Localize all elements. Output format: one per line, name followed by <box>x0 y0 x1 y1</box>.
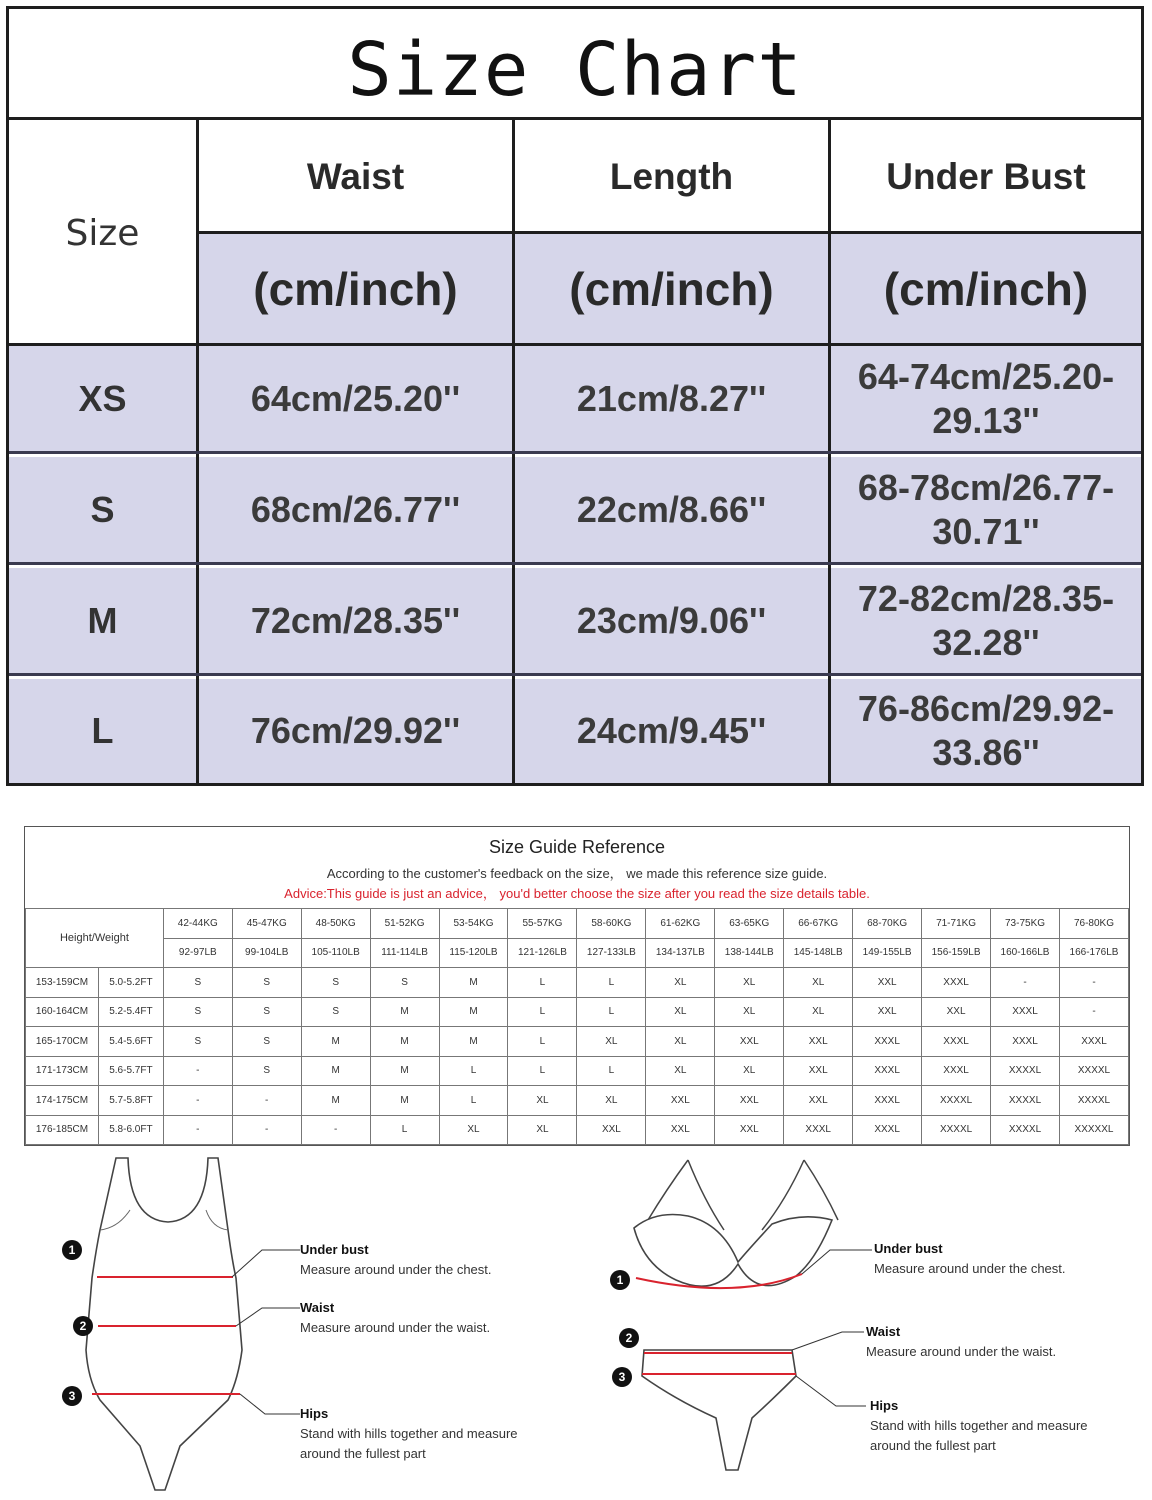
size-cell: XXL <box>853 968 922 998</box>
size-cell: L <box>508 1056 577 1086</box>
size-cell: XL <box>784 997 853 1027</box>
size-cell: S <box>370 968 439 998</box>
marker-2-icon: 2 <box>73 1316 93 1336</box>
size-cell: XXL <box>715 1027 784 1057</box>
marker-1-icon: 1 <box>610 1270 630 1290</box>
weight-lb-header: 121-126LB <box>508 938 577 968</box>
weight-lb-header: 138-144LB <box>715 938 784 968</box>
weight-kg-header: 68-70KG <box>853 909 922 939</box>
under-bust-l-line2: 33.86'' <box>932 732 1040 773</box>
size-cell: - <box>1059 997 1128 1027</box>
length-xs: 21cm/8.27'' <box>515 346 828 451</box>
size-cell: S <box>232 1027 301 1057</box>
size-cell: - <box>163 1086 232 1116</box>
size-cell: M <box>301 1086 370 1116</box>
size-cell: XXL <box>853 997 922 1027</box>
size-cell: XL <box>508 1115 577 1145</box>
size-cell: XXXXL <box>922 1086 991 1116</box>
weight-kg-header: 42-44KG <box>163 909 232 939</box>
height-weight-header: Height/Weight <box>26 909 164 968</box>
size-cell: XXXXL <box>1059 1056 1128 1086</box>
guide-title: Size Guide Reference <box>488 837 666 857</box>
length-l: 24cm/9.45'' <box>515 679 828 783</box>
size-cell: XXL <box>715 1086 784 1116</box>
table-row <box>26 968 1129 998</box>
size-cell: XXXXL <box>991 1115 1060 1145</box>
waist-s: 68cm/26.77'' <box>199 457 512 562</box>
size-cell: - <box>163 1056 232 1086</box>
marker-1-icon: 1 <box>62 1240 82 1260</box>
under-bust-s-line1: 68-78cm/26.77- <box>857 466 1115 508</box>
chart-title: Size Chart <box>9 9 1141 120</box>
under-bust-header: Under Bust <box>886 156 1086 197</box>
under-bust-l-line1: 76-86cm/29.92- <box>857 688 1115 729</box>
table-row <box>26 1056 1129 1086</box>
size-cell: M <box>370 1056 439 1086</box>
table-row <box>26 1086 1129 1116</box>
size-cell: XXXL <box>922 968 991 998</box>
size-cell: XXXXL <box>1059 1086 1128 1116</box>
waist-text: Measure around under the waist. <box>300 1320 491 1335</box>
weight-kg-header: 71-71KG <box>922 909 991 939</box>
table-row <box>26 997 1129 1027</box>
bikini-measure-diagram <box>576 1150 1152 1500</box>
height-cm-cell: 160-164CM <box>26 997 99 1027</box>
size-l: L <box>9 679 196 783</box>
size-cell: S <box>301 997 370 1027</box>
waist-l: 76cm/29.92'' <box>199 679 512 783</box>
height-ft-cell: 5.6-5.7FT <box>98 1056 163 1086</box>
size-cell: XXXXL <box>991 1086 1060 1116</box>
size-cell: L <box>577 968 646 998</box>
table-header-row <box>26 938 1129 968</box>
size-cell: S <box>163 997 232 1027</box>
under-bust-s <box>831 457 1141 562</box>
bikini-under-bust-label <box>874 1239 1066 1279</box>
guide-advice: Advice:This guide is just an advice， you'd better choose the size after you read the size details table. <box>284 886 870 901</box>
marker-3-icon: 3 <box>62 1386 82 1406</box>
size-guide-table <box>25 908 1129 1145</box>
weight-kg-header: 58-60KG <box>577 909 646 939</box>
weight-lb-header: 111-114LB <box>370 938 439 968</box>
size-cell: XL <box>784 968 853 998</box>
marker-3-icon: 3 <box>612 1367 632 1387</box>
grid-line <box>9 451 1141 454</box>
under-bust-m-line2: 32.28'' <box>932 621 1040 663</box>
size-header: Size <box>65 212 140 254</box>
size-cell: XL <box>715 968 784 998</box>
size-cell: S <box>163 1027 232 1057</box>
hips-text-1: Stand with hills together and measure <box>870 1418 1088 1433</box>
size-cell: - <box>991 968 1060 998</box>
under-bust-text: Measure around under the chest. <box>874 1261 1066 1276</box>
size-cell: M <box>370 1086 439 1116</box>
guide-description: According to the customer's feedback on the size， we made this reference size guide. <box>326 866 828 881</box>
size-cell: M <box>301 1027 370 1057</box>
size-cell: L <box>508 1027 577 1057</box>
size-cell: XL <box>646 968 715 998</box>
one-piece-measure-diagram <box>0 1150 576 1500</box>
size-m: M <box>9 568 196 673</box>
height-ft-cell: 5.8-6.0FT <box>98 1115 163 1145</box>
under-bust-m-line1: 72-82cm/28.35- <box>857 577 1115 619</box>
weight-lb-header: 105-110LB <box>301 938 370 968</box>
grid-line <box>9 673 1141 676</box>
hips-text-1: Stand with hills together and measure <box>300 1426 518 1441</box>
height-ft-cell: 5.4-5.6FT <box>98 1027 163 1057</box>
weight-kg-header: 66-67KG <box>784 909 853 939</box>
weight-kg-header: 61-62KG <box>646 909 715 939</box>
size-cell: XXXXL <box>922 1115 991 1145</box>
grid-line <box>199 231 1141 234</box>
weight-kg-header: 45-47KG <box>232 909 301 939</box>
size-cell: XXL <box>922 997 991 1027</box>
size-cell: XXL <box>784 1027 853 1057</box>
size-cell: XXL <box>784 1086 853 1116</box>
waist-title: Waist <box>300 1300 335 1315</box>
one-piece-hips-label <box>300 1404 518 1464</box>
weight-lb-header: 149-155LB <box>853 938 922 968</box>
size-cell: XXXL <box>1059 1027 1128 1057</box>
size-cell: XXL <box>577 1115 646 1145</box>
size-cell: XL <box>646 1027 715 1057</box>
size-cell: - <box>301 1115 370 1145</box>
size-cell: M <box>370 1027 439 1057</box>
waist-title: Waist <box>866 1324 901 1339</box>
under-bust-xs-line1: 64-74cm/25.20- <box>857 355 1115 397</box>
under-bust-title: Under bust <box>300 1242 369 1257</box>
waist-text: Measure around under the waist. <box>866 1344 1057 1359</box>
size-cell: L <box>508 997 577 1027</box>
size-cell: L <box>577 1056 646 1086</box>
size-cell: S <box>232 1056 301 1086</box>
under-bust-text: Measure around under the chest. <box>300 1262 492 1277</box>
bikini-hips-label <box>870 1396 1088 1456</box>
size-cell: XXXXL <box>991 1056 1060 1086</box>
hips-title: Hips <box>870 1398 899 1413</box>
height-cm-cell: 174-175CM <box>26 1086 99 1116</box>
size-cell: XXL <box>715 1115 784 1145</box>
under-bust-xs-line2: 29.13'' <box>932 399 1040 441</box>
size-guide-reference <box>24 826 1130 1146</box>
size-cell: XXXL <box>784 1115 853 1145</box>
size-cell: - <box>232 1115 301 1145</box>
height-cm-cell: 176-185CM <box>26 1115 99 1145</box>
weight-lb-header: 160-166LB <box>991 938 1060 968</box>
hips-text-2: around the fullest part <box>300 1446 426 1461</box>
size-cell: - <box>1059 968 1128 998</box>
size-cell: S <box>163 968 232 998</box>
weight-lb-header: 134-137LB <box>646 938 715 968</box>
size-cell: XXXL <box>853 1027 922 1057</box>
size-cell: XL <box>439 1115 508 1145</box>
grid-line <box>9 343 1141 346</box>
table-row <box>26 1027 1129 1057</box>
size-cell: L <box>439 1056 508 1086</box>
size-cell: XL <box>577 1086 646 1116</box>
height-cm-cell: 171-173CM <box>26 1056 99 1086</box>
grid-line <box>9 562 1141 565</box>
length-header: Length <box>609 156 734 197</box>
marker-2-icon: 2 <box>619 1328 639 1348</box>
length-m: 23cm/9.06'' <box>515 568 828 673</box>
size-cell: XXXL <box>853 1056 922 1086</box>
length-s: 22cm/8.66'' <box>515 457 828 562</box>
size-cell: XXL <box>784 1056 853 1086</box>
size-cell: M <box>439 997 508 1027</box>
height-ft-cell: 5.2-5.4FT <box>98 997 163 1027</box>
weight-kg-header: 48-50KG <box>301 909 370 939</box>
waist-xs: 64cm/25.20'' <box>199 346 512 451</box>
length-unit: (cm/inch) <box>515 234 828 343</box>
weight-kg-header: 73-75KG <box>991 909 1060 939</box>
size-cell: XXXL <box>991 997 1060 1027</box>
size-cell: XL <box>508 1086 577 1116</box>
under-bust-unit: (cm/inch) <box>831 234 1141 343</box>
size-cell: XL <box>577 1027 646 1057</box>
size-cell: XXL <box>646 1115 715 1145</box>
size-cell: L <box>439 1086 508 1116</box>
waist-header: Waist <box>306 156 405 197</box>
size-xs: XS <box>9 346 196 451</box>
hips-text-2: around the fullest part <box>870 1438 996 1453</box>
weight-lb-header: 127-133LB <box>577 938 646 968</box>
one-piece-under-bust-label <box>300 1240 492 1280</box>
weight-lb-header: 99-104LB <box>232 938 301 968</box>
size-cell: - <box>232 1086 301 1116</box>
one-piece-waist-label <box>300 1298 490 1338</box>
size-cell: XXXL <box>853 1115 922 1145</box>
under-bust-m <box>831 568 1141 673</box>
height-ft-cell: 5.7-5.8FT <box>98 1086 163 1116</box>
size-cell: XXXL <box>922 1027 991 1057</box>
size-cell: - <box>163 1115 232 1145</box>
size-cell: L <box>577 997 646 1027</box>
waist-m: 72cm/28.35'' <box>199 568 512 673</box>
size-cell: M <box>370 997 439 1027</box>
size-cell: M <box>439 1027 508 1057</box>
size-chart <box>6 6 1144 786</box>
weight-lb-header: 166-176LB <box>1059 938 1128 968</box>
weight-lb-header: 92-97LB <box>163 938 232 968</box>
size-cell: XL <box>646 1056 715 1086</box>
under-bust-s-line2: 30.71'' <box>932 510 1040 552</box>
size-cell: XXXXXL <box>1059 1115 1128 1145</box>
hips-title: Hips <box>300 1406 329 1421</box>
height-cm-cell: 165-170CM <box>26 1027 99 1057</box>
weight-kg-header: 76-80KG <box>1059 909 1128 939</box>
under-bust-title: Under bust <box>874 1241 943 1256</box>
waist-unit: (cm/inch) <box>199 234 512 343</box>
size-cell: M <box>301 1056 370 1086</box>
under-bust-xs <box>831 346 1141 451</box>
weight-kg-header: 53-54KG <box>439 909 508 939</box>
size-cell: XL <box>715 1056 784 1086</box>
size-cell: XXL <box>646 1086 715 1116</box>
size-cell: XL <box>715 997 784 1027</box>
size-cell: S <box>232 997 301 1027</box>
under-bust-l <box>831 679 1141 783</box>
weight-lb-header: 156-159LB <box>922 938 991 968</box>
size-cell: M <box>439 968 508 998</box>
weight-kg-header: 51-52KG <box>370 909 439 939</box>
weight-lb-header: 145-148LB <box>784 938 853 968</box>
size-cell: S <box>232 968 301 998</box>
bikini-waist-label <box>866 1322 1056 1362</box>
size-s: S <box>9 457 196 562</box>
size-cell: L <box>370 1115 439 1145</box>
weight-kg-header: 63-65KG <box>715 909 784 939</box>
table-row <box>26 1115 1129 1145</box>
weight-kg-header: 55-57KG <box>508 909 577 939</box>
size-cell: S <box>301 968 370 998</box>
size-cell: L <box>508 968 577 998</box>
height-ft-cell: 5.0-5.2FT <box>98 968 163 998</box>
size-cell: XXXL <box>922 1056 991 1086</box>
size-cell: XL <box>646 997 715 1027</box>
height-cm-cell: 153-159CM <box>26 968 99 998</box>
weight-lb-header: 115-120LB <box>439 938 508 968</box>
table-header-row <box>26 909 1129 939</box>
size-cell: XXXL <box>853 1086 922 1116</box>
size-cell: XXXL <box>991 1027 1060 1057</box>
